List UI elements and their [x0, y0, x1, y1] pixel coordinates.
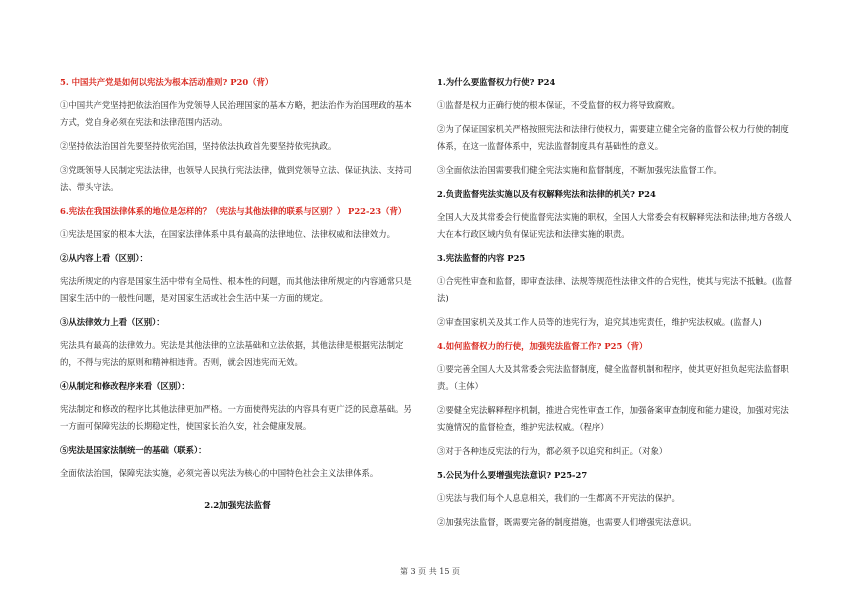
question-heading: 4.如何监督权力的行使，加强宪法监督工作? P25（背） [437, 341, 648, 351]
answer-paragraph: ③对于各种违反宪法的行为，都必须予以追究和纠正。（对象） [437, 446, 668, 456]
question-heading: 2.负责监督宪法实施以及有权解释宪法和法律的机关? P24 [437, 189, 656, 199]
answer-paragraph: 全国人大及其常委会行使监督宪法实施的职权，全国人大常委会有权解释宪法和法律;地方各级人大在本行政区域内负有保证宪法和法律实施的职责。 [437, 212, 792, 239]
answer-paragraph: ①要完善全国人大及其常委会宪法监督制度，健全监督机制和程序，使其更好担负起宪法监督职责。（主体） [437, 364, 789, 391]
answer-paragraph: ②要健全宪法解释程序机制，推进合宪性审查工作，加强备案审查制度和能力建设，加强对宪法实施情况的监督检查，维护宪法权威。（程序） [437, 405, 789, 432]
subheading: ④从制定和修改程序来看（区别）： [60, 381, 190, 391]
answer-paragraph: 宪法所规定的内容是国家生活中带有全局性、根本性的问题，而其他法律所规定的内容通常只是国家生活中的一般性问题，是对国家生活或社会生活中某一方面的规定。 [60, 276, 412, 303]
answer-paragraph: ①监督是权力正确行使的根本保证，不受监督的权力将导致腐败。 [437, 100, 680, 110]
answer-paragraph: ①合宪性审查和监督，即审查法律、法规等规范性法律文件的合宪性，使其与宪法不抵触。(监督法) [437, 276, 793, 303]
page-number: 第 3 页 共 15 页 [400, 567, 460, 576]
subheading: ②从内容上看（区别）： [60, 253, 148, 263]
question-heading: 5.公民为什么要增强宪法意识? P25-27 [437, 470, 588, 480]
right-column [437, 74, 795, 538]
answer-paragraph: 宪法具有最高的法律效力。宪法是其他法律的立法基础和立法依据，其他法律是根据宪法制定的，不得与宪法的原则和精神相违背。否则，就会因违宪而无效。 [60, 340, 404, 367]
answer-paragraph: ①宪法与我们每个人息息相关，我们的一生都离不开宪法的保护。 [437, 493, 680, 503]
question-heading: 6.宪法在我国法律体系的地位是怎样的？（宪法与其他法律的联系与区别？） P22-23（背） [60, 206, 407, 216]
question-heading: 5. 中国共产党是如何以宪法为根本活动准则? P20（背） [60, 77, 274, 87]
answer-paragraph: ②坚持依法治国首先要坚持依宪治国，坚持依法执政首先要坚持依宪执政。 [60, 141, 337, 151]
answer-paragraph: 宪法制定和修改的程序比其他法律更加严格。一方面使得宪法的内容具有更广泛的民意基础。另一方面可保障宪法的长期稳定性，使国家长治久安，社会健康发展。 [60, 404, 412, 431]
answer-paragraph: ②为了保证国家机关严格按照宪法和法律行使权力，需要建立健全完备的监督公权力行使的制度体系，在这一监督体系中，宪法监督制度具有基础性的意义。 [437, 124, 789, 151]
question-heading: 3.宪法监督的内容 P25 [437, 253, 526, 263]
answer-paragraph: ③党既领导人民制定宪法法律，也领导人民执行宪法法律，做到党领导立法、保证执法、支持司法、带头守法。 [60, 165, 412, 192]
subheading: ⑤宪法是国家法制统一的基础（联系）： [60, 445, 207, 455]
subheading: ③从法律效力上看（区别）： [60, 317, 165, 327]
answer-paragraph: ③全面依法治国需要我们健全宪法实施和监督制度，不断加强宪法监督工作。 [437, 165, 722, 175]
question-heading: 1.为什么要监督权力行使? P24 [437, 77, 556, 87]
answer-paragraph: ①宪法是国家的根本大法，在国家法律体系中具有最高的法律地位、法律权威和法律效力。 [60, 229, 395, 239]
left-column [60, 74, 415, 489]
section-title: 2.2加强宪法监督 [204, 501, 271, 511]
answer-paragraph: ①中国共产党坚持把依法治国作为党领导人民治理国家的基本方略，把法治作为治国理政的基本方式，党自身必须在宪法和法律范围内活动。 [60, 100, 412, 127]
answer-paragraph: ②审查国家机关及其工作人员等的违宪行为，追究其违宪责任，维护宪法权威。(监督人) [437, 317, 762, 327]
answer-paragraph: 全面依法治国，保障宪法实施，必须完善以宪法为核心的中国特色社会主义法律体系。 [60, 468, 379, 478]
answer-paragraph: ②加强宪法监督，既需要完备的制度措施，也需要人们增强宪法意识。 [437, 517, 697, 527]
